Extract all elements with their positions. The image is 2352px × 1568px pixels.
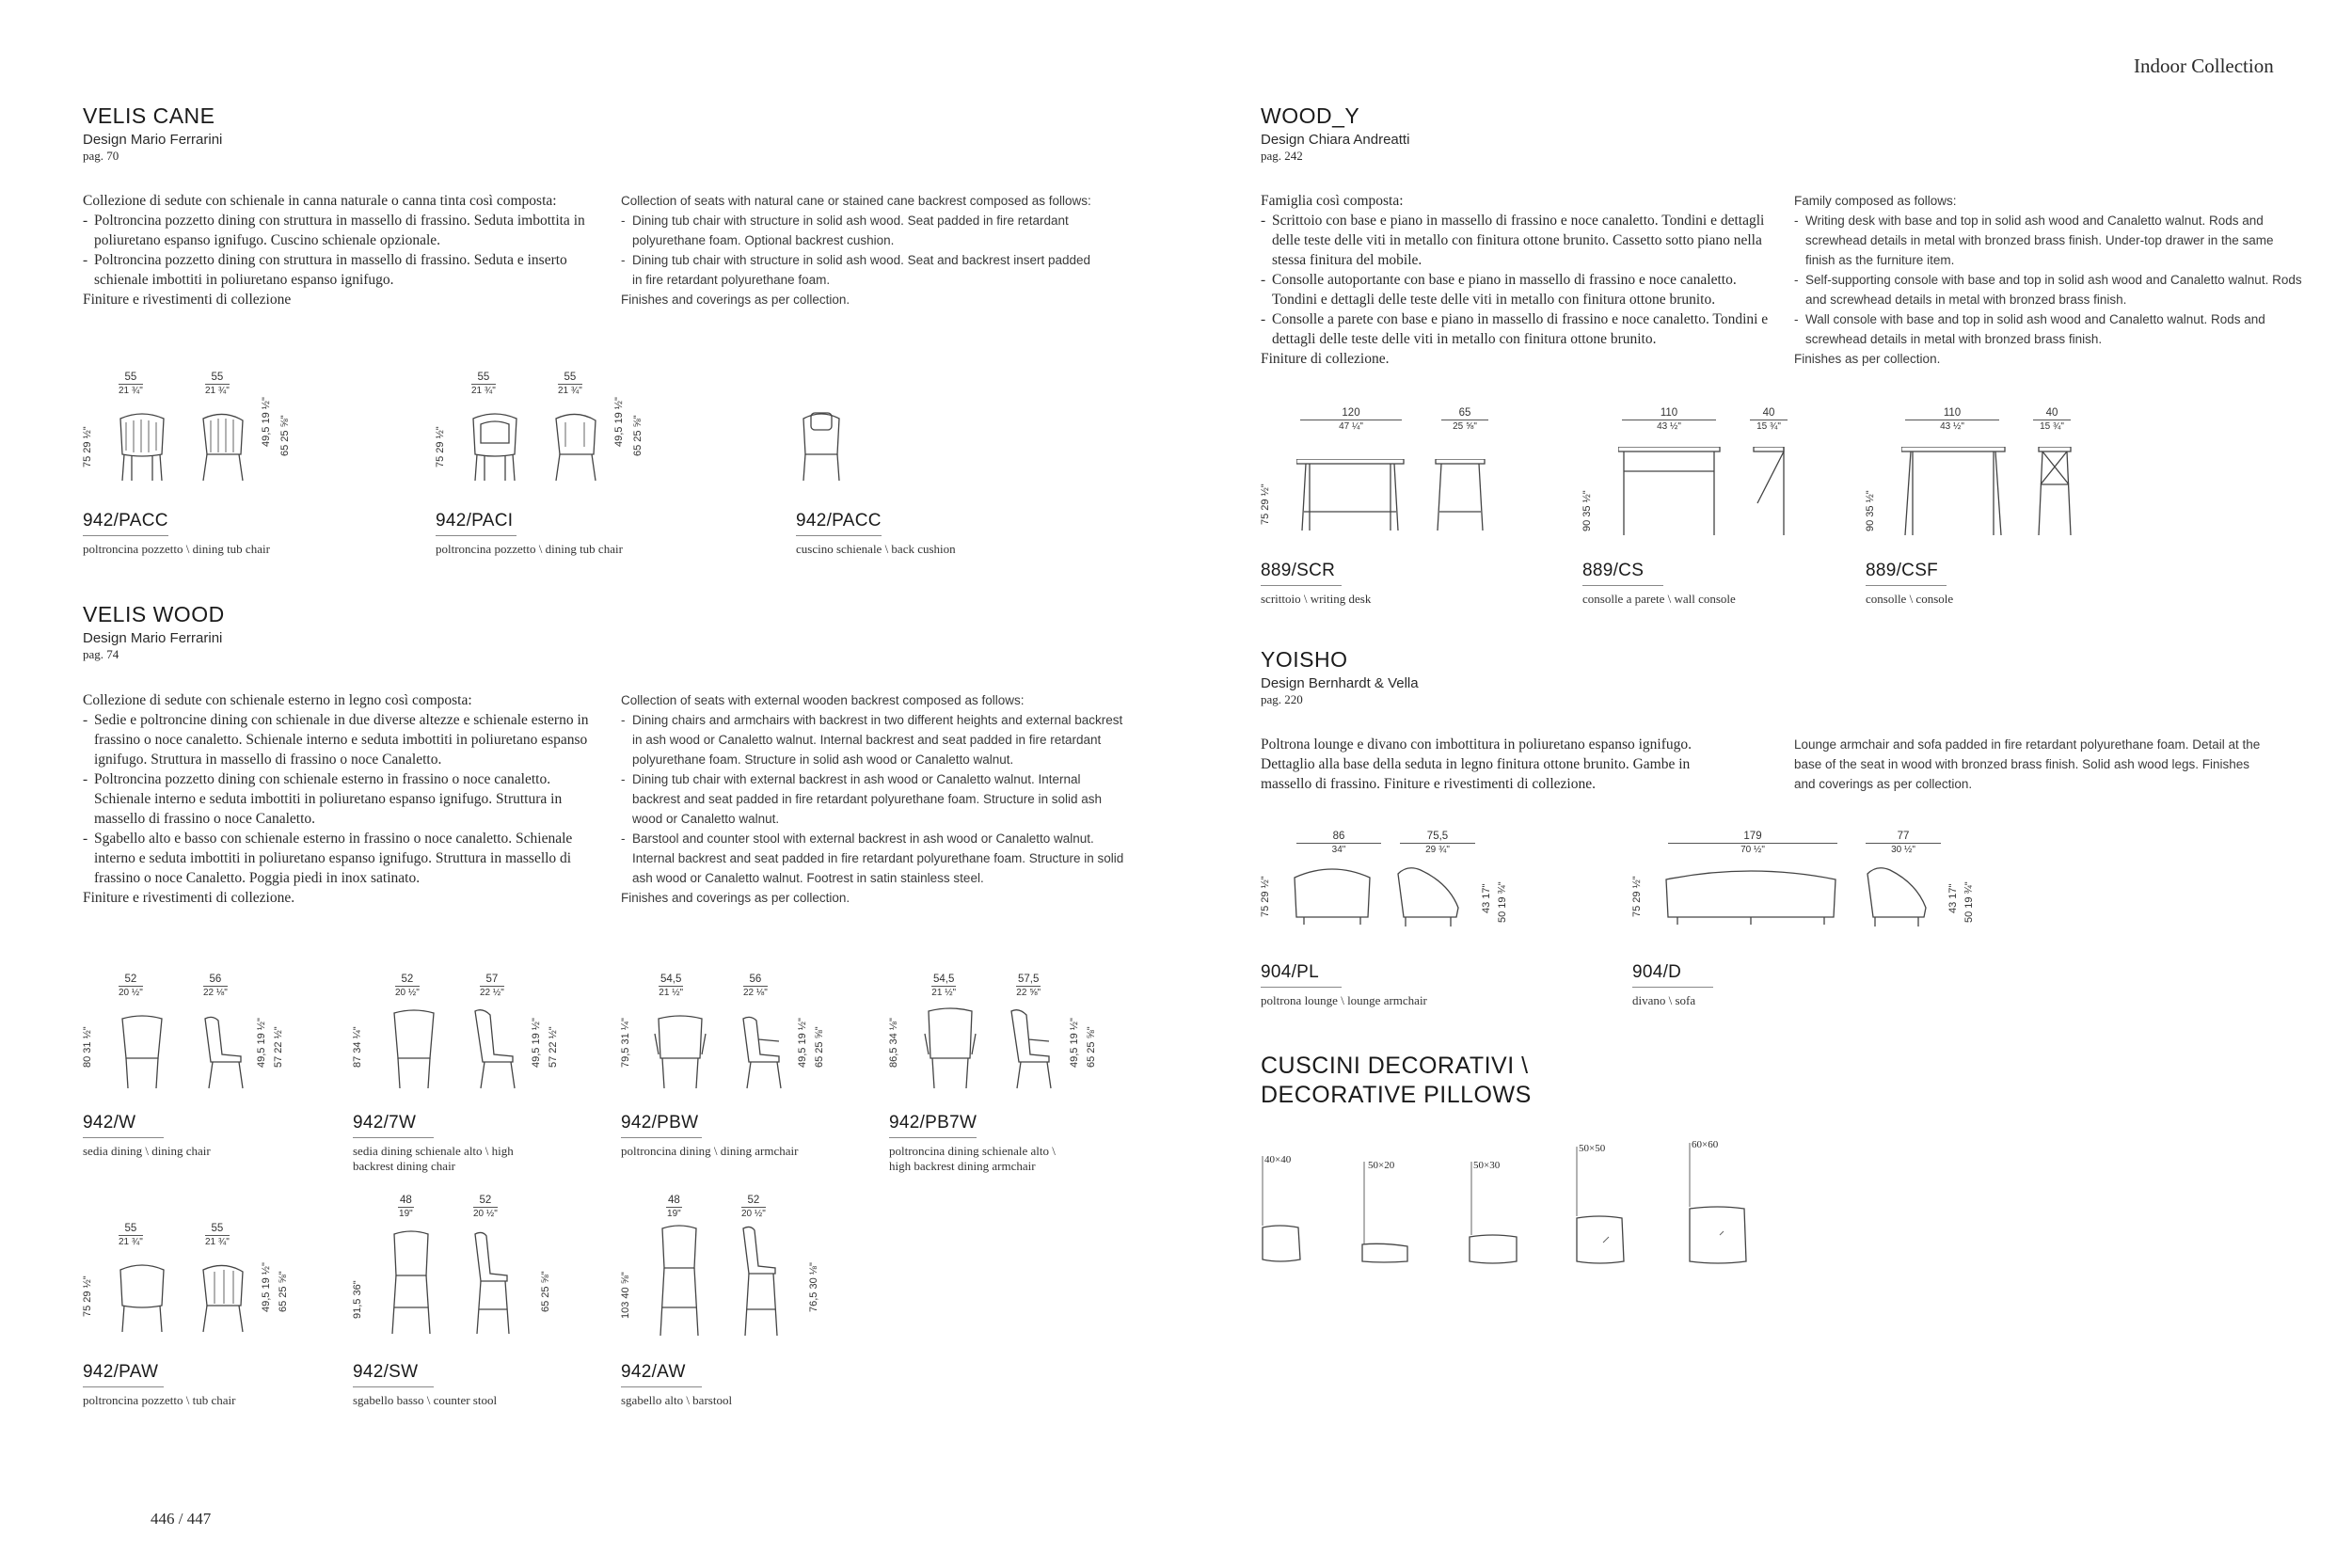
product-code: 942/SW [353,1362,434,1387]
depth-dimension: 52 20 ½" [741,1195,766,1219]
pillow-size-label: 40×40 [1264,1154,1292,1165]
section-title: VELIS CANE [83,103,215,128]
width-dimension: 110 43 ½" [1622,407,1716,433]
product-942-pacc [83,372,365,560]
product-942-pb7w [889,974,1152,1176]
chair-with-cushion-drawing [796,409,862,484]
outro: Finiture e rivestimenti di collezione [83,292,292,308]
outro: Finishes and coverings as per collection. [621,891,850,905]
pillow-size-label: 50×20 [1368,1160,1395,1171]
velis-wood-heading [83,602,225,662]
page-reference: pag. 70 [83,149,119,163]
arm-height-dimension: 57 22 ½" [548,1026,559,1068]
chair-drawing [109,409,269,484]
counter-stool-drawing [383,1228,533,1337]
tub-chair-drawing [109,1260,269,1336]
list-item: - Poltroncina pozzetto dining con schienale esterno in frassino o noce canaletto. Schienale interno e seduta imbottiti in poliuretano espanso ignifugo. Struttura in massello di frassino o noce Canaletto. [83,769,598,829]
wall-console-drawing [1618,447,1825,541]
list-item: - Scrittoio con base e piano in massello di frassino e noce canaletto. Tondini e dettagli delle teste delle viti in metallo con finitura ottone brunito. Cassetto sotto piano nella stessa finitura del mobile. [1261,211,1776,270]
width-dimension: 55 21 ¾" [119,1223,143,1247]
arm-height-dimension: 65 25 ⅝" [1086,1026,1097,1068]
height-dimension: 80 31 ½" [82,1026,93,1068]
list-item: - Poltroncina pozzetto dining con struttura in massello di frassino. Seduta e inserto schienale imbottiti in poliuretano espanso ignifugo. [83,250,598,290]
product-942-w [83,974,327,1176]
depth-dimension: 75,5 29 ¾" [1400,831,1475,856]
arm-height-dimension: 57 22 ½" [273,1026,284,1068]
depth-dimension: 55 21 ¾" [205,372,230,396]
arm-height-dimension: 65 25 ⅝" [279,415,291,456]
arm-height-dimension: 65 25 ⅝" [814,1026,825,1068]
product-description: poltroncina pozzetto \ tub chair [83,1393,236,1407]
pillows-heading [1261,1052,1532,1110]
product-942-pacc-cushion [796,372,1031,560]
designer: Design Chiara Andreatti [1261,132,1410,148]
product-description: poltroncina dining \ dining armchair [621,1144,799,1158]
chair-drawing [462,409,622,484]
height-dimension: 75 29 ½" [1260,876,1271,917]
depth-dimension: 55 21 ¾" [205,1223,230,1247]
list-item: - Consolle autoportante con base e piano in massello di frassino e noce canaletto. Tondini e dettagli delle teste delle viti in metallo con finitura ottone brunito. [1261,270,1776,309]
velis-cane-italian-text [83,191,598,309]
product-889-scr [1261,407,1562,605]
product-code: 942/PACI [436,511,516,536]
product-description: cuscino schienale \ back cushion [796,542,956,556]
wood-y-english-text [1794,191,2302,369]
seat-height-dimension: 49,5 19 ½" [797,1018,808,1068]
depth-dimension: 56 22 ⅛" [743,974,768,998]
pillows-drawings [1261,1141,1788,1282]
height-dimension: 86,5 34 ⅛" [888,1018,899,1068]
product-942-paci [436,372,718,560]
height-dimension: 79,5 31 ¼" [620,1018,631,1068]
seat-height-dimension: 49,5 19 ½" [1069,1018,1080,1068]
product-code: 889/SCR [1261,561,1342,586]
lounge-armchair-drawing [1289,864,1477,930]
chair-drawing [109,1011,260,1091]
writing-desk-drawing [1296,459,1522,534]
product-description: sedia dining \ dining chair [83,1144,211,1158]
pillow-size-label: 50×50 [1579,1143,1606,1154]
page-numbers: 446 / 447 [151,1510,212,1528]
outro: Finishes and coverings as per collection. [621,293,850,307]
list-item: - Consolle a parete con base e piano in massello di frassino e noce canaletto. Tondini e dettagli delle teste delle viti in metallo con finitura ottone brunito. [1261,309,1776,349]
height-dimension: 75 29 ½" [1631,876,1643,917]
product-description: sgabello alto \ barstool [621,1393,733,1407]
product-904-d [1632,831,2027,1019]
list-item: - Writing desk with base and top in solid ash wood and Canaletto walnut. Rods and screwhead details in metal with bronzed brass finish. Under-top drawer in the same finish as the furniture item. [1794,211,2302,270]
page-reference: pag. 220 [1261,692,1303,706]
width-dimension: 54,5 21 ½" [931,974,957,998]
depth-dimension: 52 20 ½" [473,1195,498,1219]
armchair-drawing [647,1011,798,1091]
product-code: 942/PBW [621,1113,702,1138]
width-dimension: 179 70 ½" [1668,831,1837,856]
height-dimension: 75 29 ½" [435,426,446,467]
seat-height-dimension: 49,5 19 ½" [256,1018,267,1068]
console-drawing [1901,447,2108,541]
product-942-sw [353,1195,597,1411]
barstool-drawing [651,1223,802,1338]
product-code: 889/CS [1582,561,1663,586]
list-item: - Sgabello alto e basso con schienale esterno in frassino o noce canaletto. Schienale interno e seduta imbottiti in poliuretano espanso ignifugo. Struttura in massello di frassino o noce Canaletto. Poggia piedi in inox satinato. [83,829,598,888]
page-reference: pag. 242 [1261,149,1303,163]
arm-height-dimension: 65 25 ⅝" [632,415,644,456]
width-dimension: 120 47 ¼" [1300,407,1402,433]
product-942-pbw [621,974,866,1176]
depth-dimension: 77 30 ½" [1866,831,1941,856]
depth-dimension: 40 15 ¾" [2033,407,2071,433]
seat-height-dimension: 49,5 19 ½" [261,1262,272,1312]
designer: Design Mario Ferrarini [83,132,223,148]
velis-wood-english-text [621,690,1129,908]
collection-title: Indoor Collection [2134,55,2274,77]
product-904-pl [1261,831,1571,1019]
height-dimension: 103 40 ⅝" [620,1272,631,1319]
intro: Collezione di sedute con schienale esterno in legno così composta: [83,692,472,708]
depth-dimension: 57,5 22 ⅝" [1016,974,1041,998]
product-code: 942/PACC [83,511,168,536]
product-code: 889/CSF [1866,561,1947,586]
height-dimension: 90 35 ½" [1865,490,1876,531]
pillows-title-line-1: CUSCINI DECORATIVI \ [1261,1053,1529,1079]
seat-height-dimension: 43 17" [1947,883,1959,913]
depth-dimension: 65 25 ⅝" [1441,407,1488,433]
seat-height-dimension: 65 25 ⅝" [540,1271,551,1312]
list-item: - Sedie e poltroncine dining con schienale in due diverse altezze e schienale esterno in frassino o noce canaletto. Schienale interno e seduta imbottiti in poliuretano espanso ignifugo. Struttura in massello di frassino o noce Canaletto. [83,710,598,769]
seat-height-dimension: 49,5 19 ½" [261,397,272,447]
pillow-sketches [1261,1141,1788,1282]
list-item: - Dining tub chair with structure in solid ash wood. Seat padded in fire retardant polyurethane foam. Optional backrest cushion. [621,211,1091,250]
product-code: 904/D [1632,962,1713,988]
outro: Finiture e rivestimenti di collezione. [83,890,295,906]
list-item: - Dining tub chair with structure in solid ash wood. Seat and backrest insert padded in fire retardant polyurethane foam. [621,250,1091,290]
product-code: 942/PB7W [889,1113,977,1138]
product-description: poltrona lounge \ lounge armchair [1261,993,1427,1007]
list-item: - Poltroncina pozzetto dining con struttura in massello di frassino. Seduta imbottita in poliuretano espanso ignifugo. Cuscino schienale opzionale. [83,211,598,250]
width-dimension: 55 21 ¾" [471,372,496,396]
product-description: poltroncina pozzetto \ dining tub chair [83,542,270,556]
intro: Collection of seats with external wooden backrest composed as follows: [621,693,1025,707]
product-description: divano \ sofa [1632,993,1696,1007]
velis-cane-heading [83,103,222,164]
width-dimension: 86 34" [1296,831,1381,856]
intro: Collection of seats with natural cane or stained cane backrest composed as follows: [621,194,1091,208]
arm-height-dimension: 50 19 ¾" [1963,881,1975,923]
velis-wood-italian-text [83,690,598,908]
height-dimension: 75 29 ½" [82,1275,93,1317]
depth-dimension: 57 22 ½" [480,974,504,998]
page-reference: pag. 74 [83,647,119,661]
product-code: 942/W [83,1113,164,1138]
list-item: - Wall console with base and top in solid ash wood and Canaletto walnut. Rods and screwhead details in metal with bronzed brass finish. [1794,309,2302,349]
width-dimension: 110 43 ½" [1905,407,1999,433]
chair-drawing [381,1007,532,1092]
arm-height-dimension: 65 25 ⅝" [278,1271,289,1312]
width-dimension: 52 20 ½" [119,974,143,998]
product-description: consolle a parete \ wall console [1582,592,1736,606]
product-description: scrittoio \ writing desk [1261,592,1372,606]
yoisho-english-text: Lounge armchair and sofa padded in fire retardant polyurethane foam. Detail at the base of the seat in wood with bronzed brass finish. Solid ash wood legs. Finishes and coverings as per collection. [1794,737,2261,791]
list-item: - Barstool and counter stool with external backrest in ash wood or Canaletto walnut. Internal backrest and seat padded in fire retardant polyurethane foam. Structure in solid ash wood or Canaletto walnut. Footrest in satin stainless steel. [621,829,1129,888]
width-dimension: 55 21 ¾" [119,372,143,396]
product-942-aw [621,1195,866,1411]
list-item: - Self-supporting console with base and top in solid ash wood and Canaletto walnut. Rods and screwhead details in metal with bronzed brass finish. [1794,270,2302,309]
product-code: 942/7W [353,1113,434,1138]
intro: Famiglia così composta: [1261,193,1404,209]
designer: Design Bernhardt & Vella [1261,675,1419,691]
sofa-drawing [1661,864,1943,930]
pillows-title-line-2: DECORATIVE PILLOWS [1261,1082,1532,1108]
height-dimension: 75 29 ½" [1260,483,1271,525]
height-dimension: 87 34 ¼" [352,1026,363,1068]
wood-y-heading [1261,103,1409,164]
product-code: 942/PACC [796,511,882,536]
arm-height-dimension: 50 19 ¾" [1497,881,1508,923]
section-title: WOOD_Y [1261,103,1360,128]
seat-height-dimension: 49,5 19 ½" [613,397,625,447]
width-dimension: 48 19" [667,1195,681,1219]
product-889-cs [1582,407,1865,605]
yoisho-heading [1261,647,1419,707]
product-942-7w [353,974,597,1176]
wood-y-italian-text [1261,191,1776,369]
height-dimension: 75 29 ½" [82,426,93,467]
outro: Finiture di collezione. [1261,351,1390,367]
section-title: YOISHO [1261,647,1348,672]
product-889-csf [1866,407,2148,605]
list-item: - Dining chairs and armchairs with backrest in two different heights and external backrest in ash wood or Canaletto walnut. Internal backrest and seat padded in fire retardant polyurethane foam. Structure in solid ash wood or Canaletto walnut. [621,710,1129,769]
height-dimension: 91,5 36" [352,1280,363,1319]
velis-cane-english-text [621,191,1091,309]
depth-dimension: 55 21 ¾" [558,372,582,396]
product-description: sgabello basso \ counter stool [353,1393,498,1407]
height-dimension: 90 35 ½" [1581,490,1593,531]
armchair-drawing [917,1007,1068,1092]
product-description: poltroncina dining schienale alto \ high backrest dining armchair [889,1144,1056,1173]
yoisho-italian-text: Poltrona lounge e divano con imbottitura in poliuretano espanso ignifugo. Dettaglio alla base della seduta in legno finitura ottone brunito. Gambe in massello di frassino. Finiture e rivestimenti di collezione. [1261,736,1692,792]
product-code: 942/AW [621,1362,702,1387]
product-code: 904/PL [1261,962,1342,988]
intro: Collezione di sedute con schienale in canna naturale o canna tinta così composta: [83,193,557,209]
seat-height-dimension: 49,5 19 ½" [531,1018,542,1068]
seat-height-dimension: 43 17" [1481,883,1492,913]
list-item: - Dining tub chair with external backrest in ash wood or Canaletto walnut. Internal backrest and seat padded in fire retardant polyurethane foam. Structure in solid ash wood or Canaletto walnut. [621,769,1129,829]
depth-dimension: 40 15 ¾" [1750,407,1788,433]
product-description: poltroncina pozzetto \ dining tub chair [436,542,623,556]
width-dimension: 52 20 ½" [395,974,420,998]
width-dimension: 48 19" [399,1195,413,1219]
pillow-size-label: 50×30 [1473,1160,1501,1171]
outro: Finishes as per collection. [1794,352,1941,366]
product-942-paw [83,1223,327,1411]
designer: Design Mario Ferrarini [83,630,223,646]
width-dimension: 54,5 21 ½" [659,974,684,998]
intro: Family composed as follows: [1794,194,1957,208]
product-description: consolle \ console [1866,592,1954,606]
seat-height-dimension: 76,5 30 ⅛" [808,1262,819,1312]
product-description: sedia dining schienale alto \ high backrest dining chair [353,1144,514,1173]
depth-dimension: 56 22 ⅛" [203,974,228,998]
section-title: VELIS WOOD [83,602,225,626]
pillow-size-label: 60×60 [1692,1139,1719,1150]
product-code: 942/PAW [83,1362,164,1387]
